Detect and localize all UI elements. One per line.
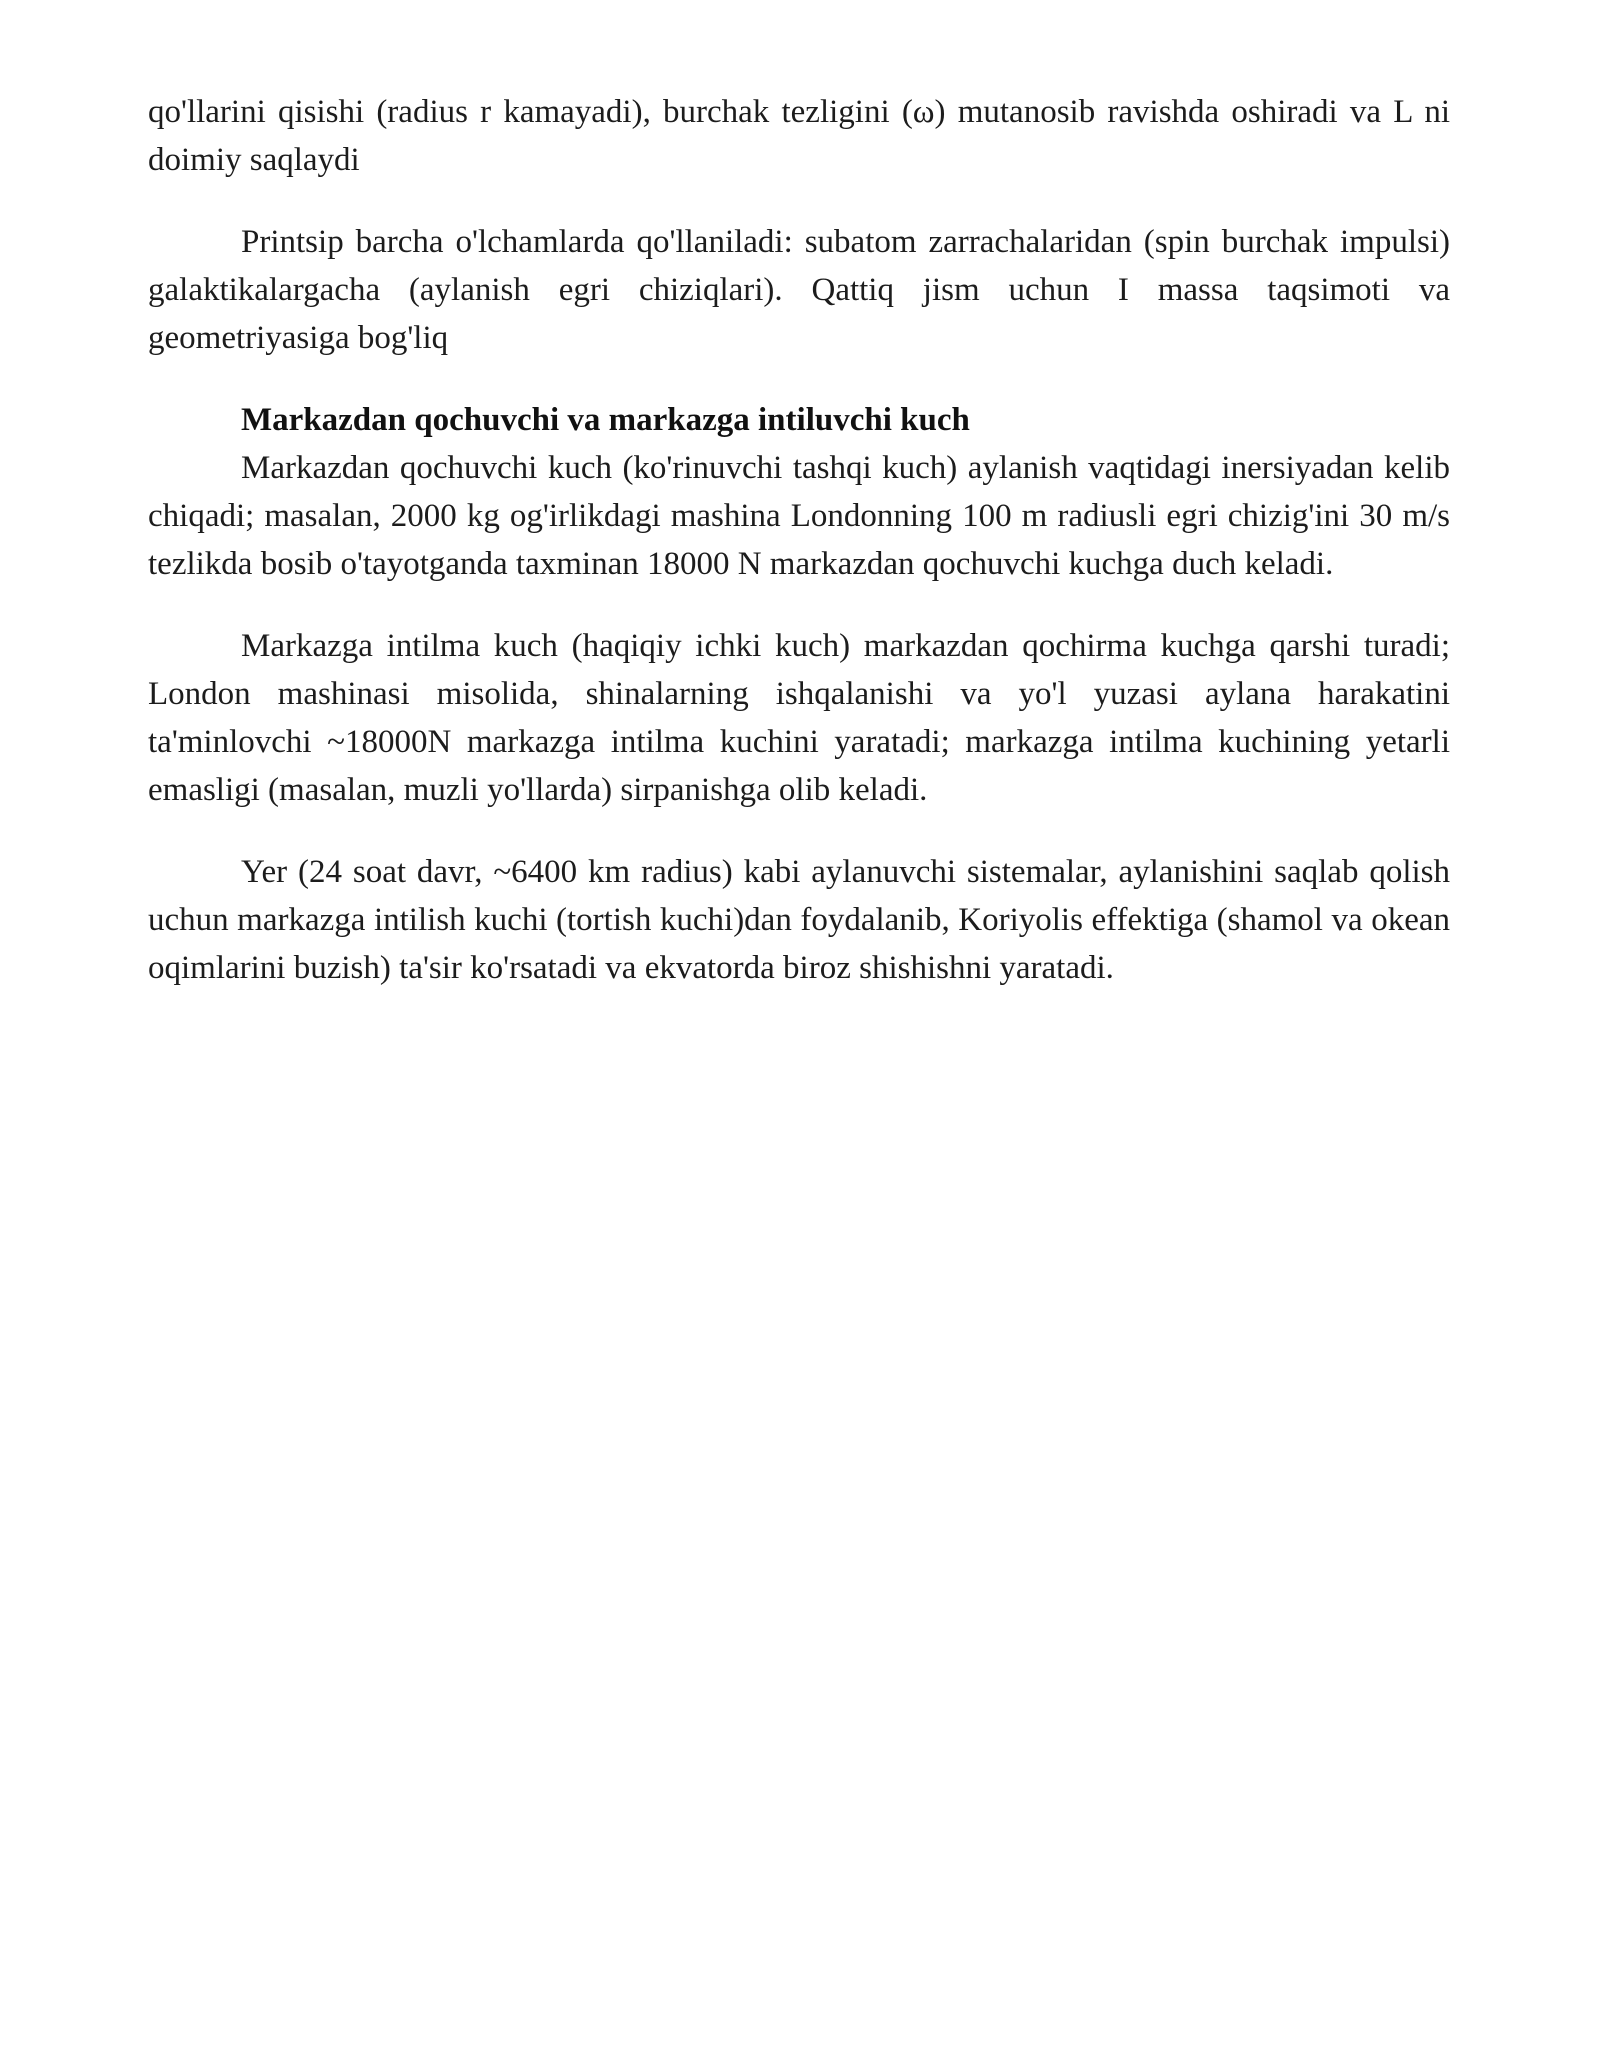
paragraph-principle-scales: Printsip barcha o'lchamlarda qo'llaniladi: subatom zarrachalaridan (spin burchak impulsi) galaktikalargacha (aylanish egri chiziqlari). Qattiq jism uchun I massa taqsimoti va geometriyasiga bog'liq bbox=[148, 224, 1450, 356]
paragraph-earth-rotation: Yer (24 soat davr, ~6400 km radius) kabi aylanuvchi sistemalar, aylanishini saqlab qolish uchun markazga intilish kuchi (tortish kuchi)dan foydalanib, Koriyolis effektiga (shamol va okean oqimlarini buzish) ta'sir ko'rsatadi va ekvatorda biroz shishishni yaratadi. bbox=[148, 854, 1450, 986]
section-heading: Markazdan qochuvchi va markazga intiluvchi kuch bbox=[241, 402, 970, 438]
paragraph-angular-momentum-continuation: qo'llarini qisishi (radius r kamayadi), burchak tezligini (ω) mutanosib ravishda oshiradi va L ni doimiy saqlaydi bbox=[148, 94, 1450, 178]
paragraph-centripetal-force: Markazga intilma kuch (haqiqiy ichki kuch) markazdan qochirma kuchga qarshi turadi; London mashinasi misolida, shinalarning ishqalanishi va yo'l yuzasi aylana harakatini ta'minlovchi ~18000N markazga intilma kuchini yaratadi; markazga intilma kuchining yetarli emasligi (masalan, muzli yo'llarda) sirpanishga olib keladi. bbox=[148, 628, 1450, 808]
paragraph-centrifugal-force: Markazdan qochuvchi kuch (ko'rinuvchi tashqi kuch) aylanish vaqtidagi inersiyadan kelib chiqadi; masalan, 2000 kg og'irlikdagi mashina Londonning 100 m radiusli egri chizig'ini 30 m/s tezlikda bosib o'tayotganda taxminan 18000 N markazdan qochuvchi kuchga duch keladi. bbox=[148, 450, 1450, 582]
document-body bbox=[148, 88, 1450, 992]
